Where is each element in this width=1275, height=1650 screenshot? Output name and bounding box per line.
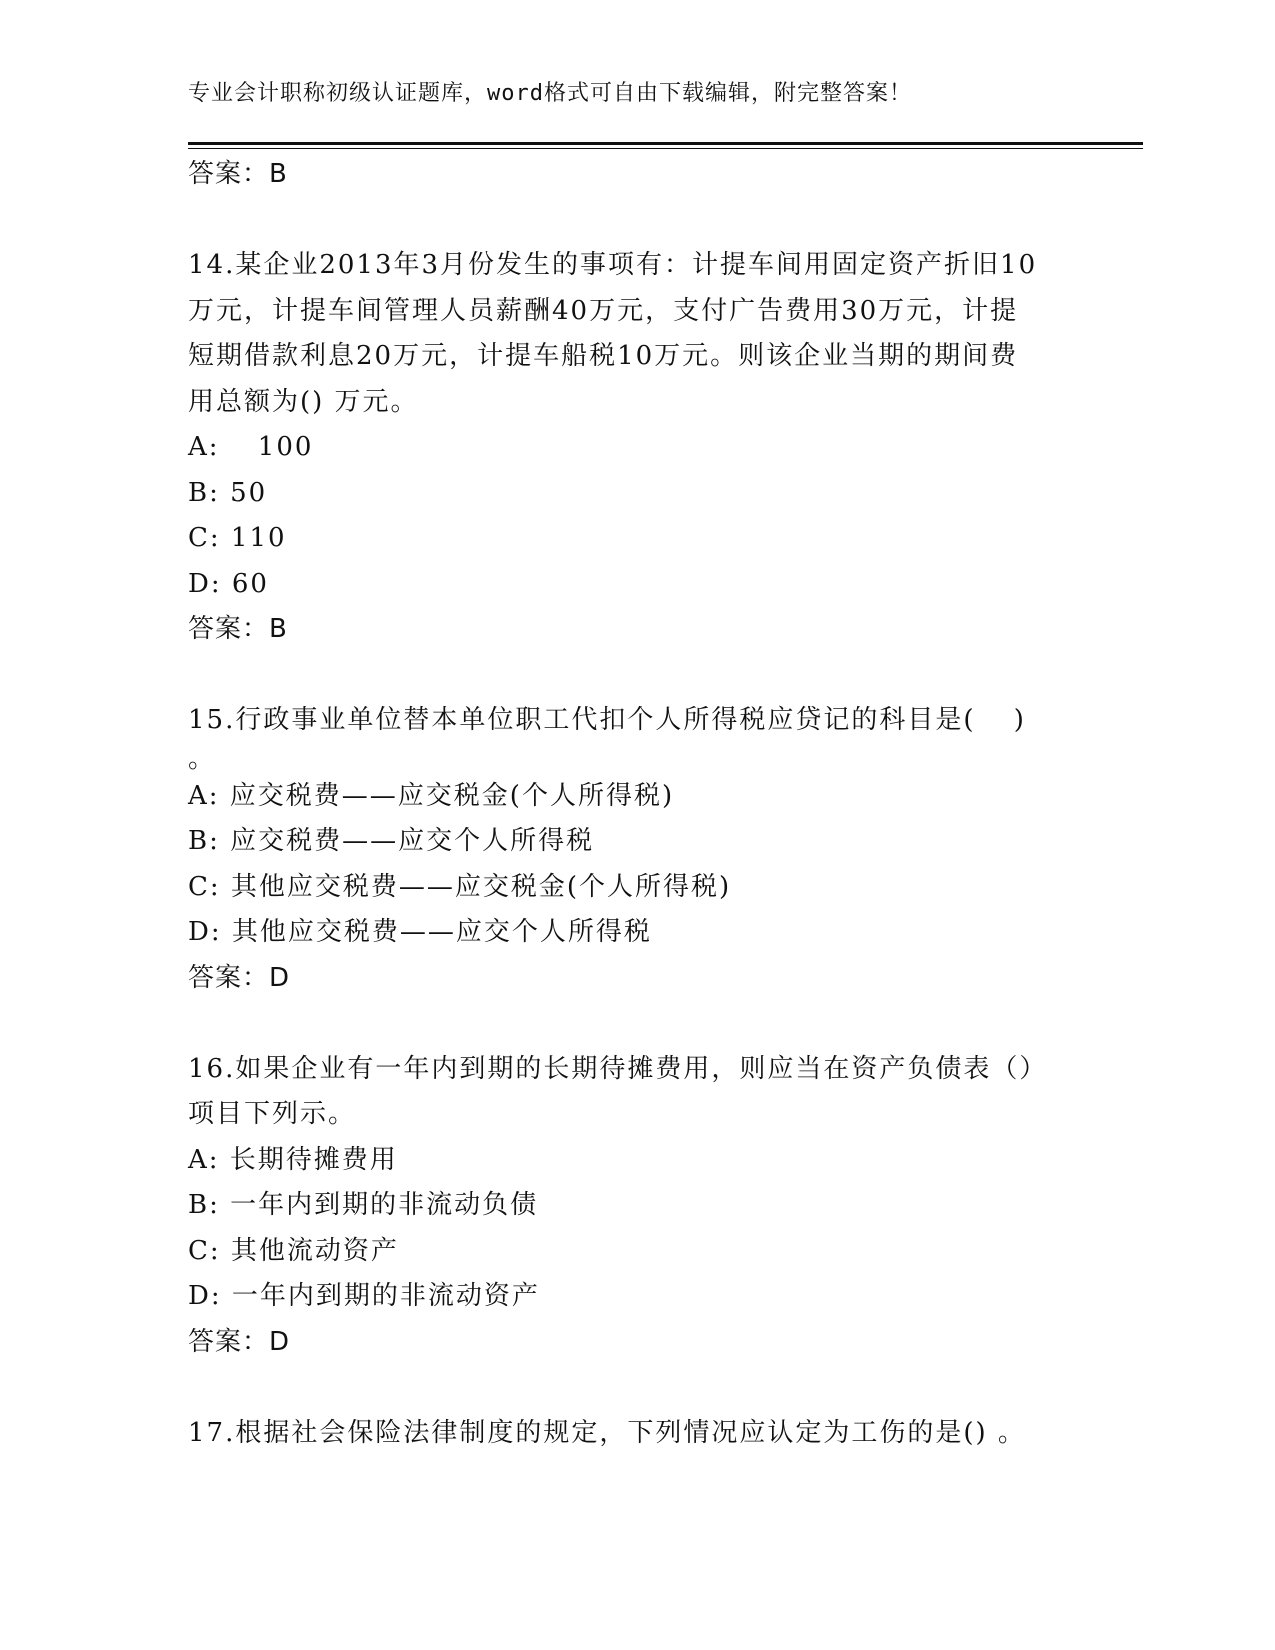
question-text-line: 万元，计提车间管理人员薪酬40万元，支付广告费用30万元，计提 xyxy=(188,295,1019,326)
question-16 xyxy=(188,1047,1068,1366)
option-c: C: 其他流动资产 xyxy=(188,1235,399,1266)
option-d: D: 一年内到期的非流动资产 xyxy=(188,1281,540,1311)
question-text-line: 16.如果企业有一年内到期的长期待摊费用，则应当在资产负债表（） xyxy=(188,1053,1048,1084)
option-d: D: 60 xyxy=(188,568,269,599)
question-text-line: 15.行政事业单位替本单位职工代扣个人所得税应贷记的科目是( ) xyxy=(188,705,1026,735)
option-d: D: 其他应交税费——应交个人所得税 xyxy=(188,917,652,947)
question-list xyxy=(188,152,1068,1456)
answer-14: 答案：B xyxy=(188,614,288,644)
option-b: B: 一年内到期的非流动负债 xyxy=(188,1190,539,1220)
question-text-line: 14.某企业2013年3月份发生的事项有：计提车间用固定资产折旧10 xyxy=(188,250,1038,280)
answer-16: 答案：D xyxy=(188,1326,291,1357)
header-rule-thin xyxy=(188,148,1143,149)
question-text-line: 17.根据社会保险法律制度的规定，下列情况应认定为工伤的是() 。 xyxy=(188,1417,1026,1448)
question-text-line: 用总额为() 万元。 xyxy=(188,386,419,417)
question-text-line: 。 xyxy=(188,743,217,774)
answer-15: 答案：D xyxy=(188,962,291,993)
option-c: C: 110 xyxy=(188,523,287,553)
question-text-line: 短期借款利息20万元，计提车船税10万元。则该企业当期的期间费 xyxy=(188,341,1019,371)
option-a: A: 长期待摊费用 xyxy=(188,1144,398,1175)
question-17 xyxy=(188,1411,1068,1457)
answer-previous: 答案：B xyxy=(188,159,288,189)
option-a: A: 应交税费——应交税金(个人所得税) xyxy=(188,780,675,811)
option-a: A: 100 xyxy=(188,432,314,462)
question-15 xyxy=(188,698,1068,1001)
question-14 xyxy=(188,243,1068,653)
page-header: 专业会计职称初级认证题库，word格式可自由下载编辑，附完整答案！ xyxy=(188,81,912,106)
option-c: C: 其他应交税费——应交税金(个人所得税) xyxy=(188,871,732,902)
option-b: B: 应交税费——应交个人所得税 xyxy=(188,826,595,856)
question-text-line: 项目下列示。 xyxy=(188,1099,357,1129)
header-rule-thick xyxy=(188,142,1143,145)
option-b: B: 50 xyxy=(188,477,268,508)
